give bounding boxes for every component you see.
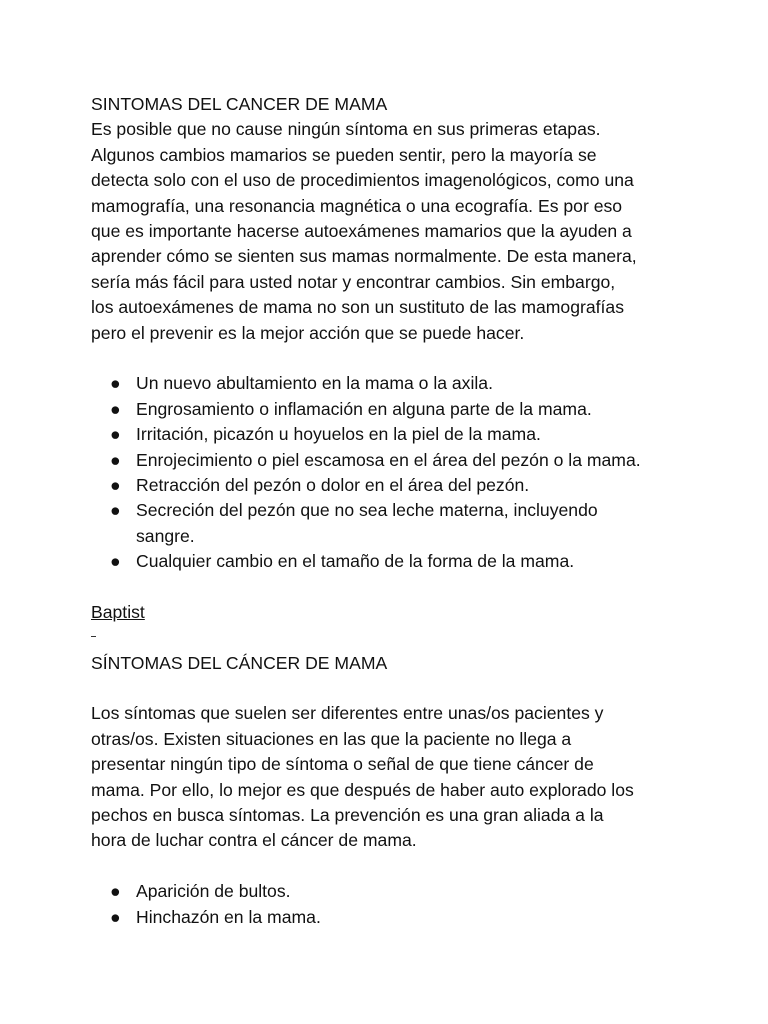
bullet-icon: ● [110,906,121,927]
source-link-baptist[interactable]: Baptist [91,602,145,623]
bullet-icon: ● [110,475,121,496]
paragraph-line: presentar ningún tipo de síntoma o señal de que tiene cáncer de [91,754,594,775]
list-item: ● Hinchazón en la mama. [91,905,691,930]
paragraph-line: detecta solo con el uso de procedimientos imagenológicos, como una [91,170,634,191]
section2-title: SÍNTOMAS DEL CÁNCER DE MAMA [91,652,388,673]
list-item: ● Un nuevo abultamiento en la mama o la axila. [91,371,691,396]
paragraph-line: otras/os. Existen situaciones en las que la paciente no llega a [91,728,572,749]
section1-title: SINTOMAS DEL CANCER DE MAMA [91,94,388,114]
bullet-icon: ● [110,500,121,521]
divider [91,636,96,637]
list-item: ● Irritación, picazón u hoyuelos en la piel de la mama. [91,422,691,447]
paragraph-line: pechos en busca síntomas. La prevención es una gran aliada a la [91,804,604,825]
paragraph-line: mamografía, una resonancia magnética o una ecografía. Es por eso [91,195,623,216]
list-item: ● Cualquier cambio en el tamaño de la forma de la mama. [91,549,691,574]
section2-paragraph [91,701,691,853]
paragraph-line: hora de luchar contra el cáncer de mama. [91,830,417,851]
paragraph-line: mama. Por ello, lo mejor es que después de haber auto explorado los [91,779,634,800]
section2-symptom-list [91,879,691,930]
paragraph-line: Los síntomas que suelen ser diferentes entre unas/os pacientes y [91,703,604,724]
section1-symptom-list [91,371,691,574]
paragraph-line: los autoexámenes de mama no son un sustituto de las mamografías [91,297,624,318]
list-item: ● Secreción del pezón que no sea leche materna, incluyendo [91,498,691,523]
source-link-row [91,600,691,625]
paragraph-line: que es importante hacerse autoexámenes mamarios que la ayuden a [91,221,632,242]
section1-paragraph [91,117,691,346]
bullet-icon: ● [110,398,121,419]
list-item: ● Retracción del pezón o dolor en el área del pezón. [91,473,691,498]
paragraph-line: sería más fácil para usted notar y encontrar cambios. Sin embargo, [91,271,616,292]
bullet-icon: ● [110,424,121,445]
paragraph-line: pero el prevenir es la mejor acción que se puede hacer. [91,322,525,343]
bullet-icon: ● [110,449,121,470]
list-item: ● Enrojecimiento o piel escamosa en el área del pezón o la mama. [91,448,691,473]
bullet-icon: ● [110,881,121,902]
list-item: ● Aparición de bultos. [91,879,691,904]
bullet-icon: ● [110,551,121,572]
document-page [91,92,691,930]
list-item-continuation: sangre. [136,525,195,546]
bullet-icon: ● [110,373,121,394]
list-item: ● Engrosamiento o inflamación en alguna parte de la mama. [91,397,691,422]
paragraph-line: aprender cómo se sienten sus mamas normalmente. De esta manera, [91,246,637,267]
paragraph-line: Algunos cambios mamarios se pueden sentir, pero la mayoría se [91,144,597,165]
paragraph-line: Es posible que no cause ningún síntoma en sus primeras etapas. [91,119,601,140]
